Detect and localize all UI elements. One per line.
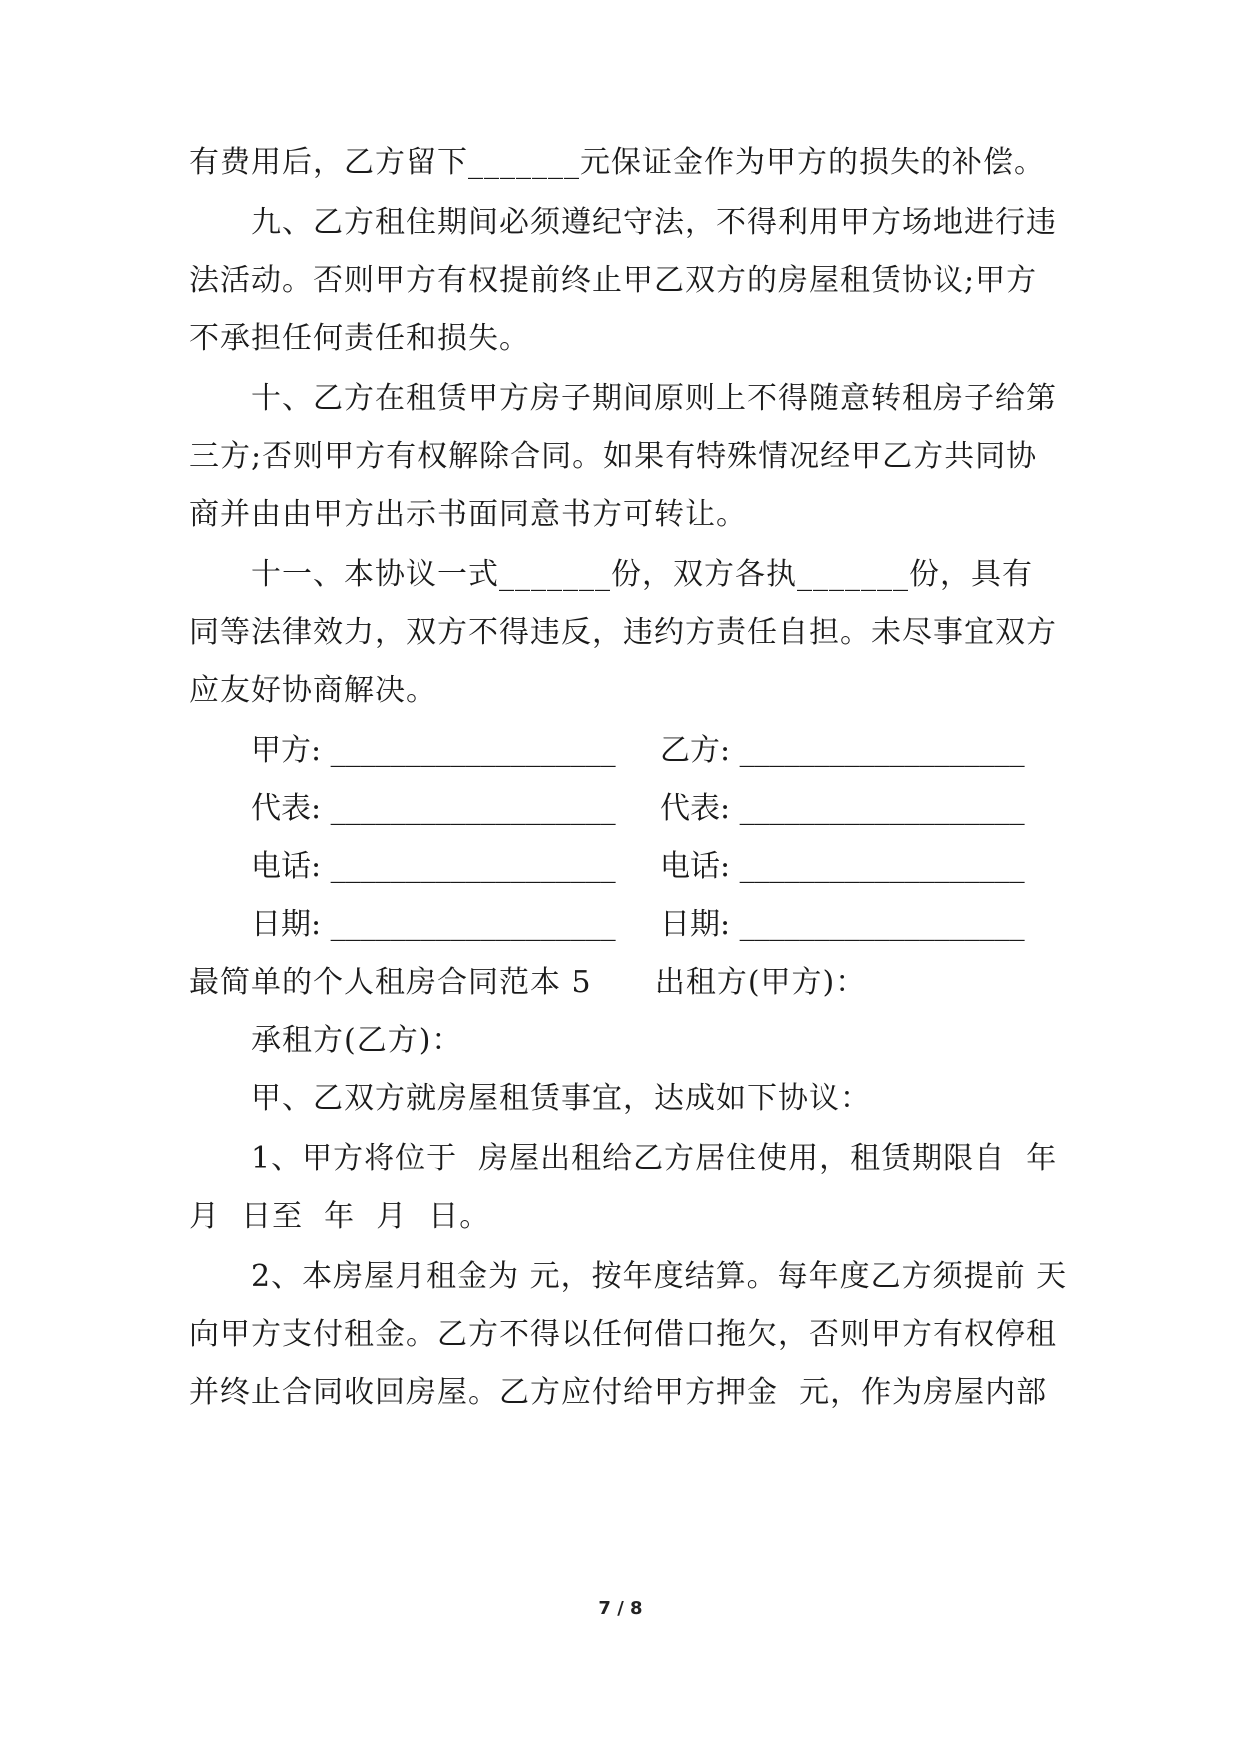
text-line: 甲、乙双方就房屋租赁事宜，达成如下协议： [251, 1081, 871, 1116]
text-line: 不承担任何责任和损失。 [189, 321, 530, 356]
text-line: 向甲方支付租金。乙方不得以任何借口拖欠，否则甲方有权停租 [189, 1317, 1057, 1352]
text-line: 三方;否则甲方有权解除合同。如果有特殊情况经甲乙方共同协 [189, 439, 1038, 474]
text-line: 1、甲方将位于 房屋出租给乙方居住使用，租赁期限自 年 [251, 1141, 1058, 1176]
text-line: 应友好协商解决。 [189, 673, 437, 708]
text-line: 并终止合同收回房屋。乙方应付给甲方押金 元，作为房屋内部 [189, 1375, 1048, 1410]
text-line: 十一、本协议一式_______份，双方各执_______份，具有 [251, 557, 1033, 592]
signature-party-a: 甲方: ___________________ [251, 733, 616, 768]
signature-phone-a: 电话: ___________________ [251, 849, 616, 884]
text-line: 2、本房屋月租金为 元，按年度结算。每年度乙方须提前 天 [251, 1259, 1068, 1294]
text-line: 商并由由甲方出示书面同意书方可转让。 [189, 497, 747, 532]
text-line: 承租方(乙方)： [251, 1023, 463, 1058]
page-number: 7 / 8 [598, 1598, 643, 1619]
text-line: 有费用后，乙方留下_______元保证金作为甲方的损失的补偿。 [189, 145, 1045, 180]
signature-representative-b: 代表: ___________________ [660, 791, 1025, 826]
signature-party-b: 乙方: ___________________ [660, 733, 1025, 768]
signature-date-a: 日期: ___________________ [251, 907, 616, 942]
section-heading: 最简单的个人租房合同范本 5 出租方(甲方)： [189, 965, 867, 1000]
text-line: 同等法律效力，双方不得违反，违约方责任自担。未尽事宜双方 [189, 615, 1057, 650]
signature-date-b: 日期: ___________________ [660, 907, 1025, 942]
text-line: 九、乙方租住期间必须遵纪守法，不得利用甲方场地进行违 [251, 205, 1057, 240]
signature-representative-a: 代表: ___________________ [251, 791, 616, 826]
text-line: 十、乙方在租赁甲方房子期间原则上不得随意转租房子给第 [251, 381, 1057, 416]
signature-phone-b: 电话: ___________________ [660, 849, 1025, 884]
text-line: 法活动。否则甲方有权提前终止甲乙双方的房屋租赁协议;甲方 [189, 263, 1038, 298]
text-line: 月 日至 年 月 日。 [189, 1199, 491, 1234]
